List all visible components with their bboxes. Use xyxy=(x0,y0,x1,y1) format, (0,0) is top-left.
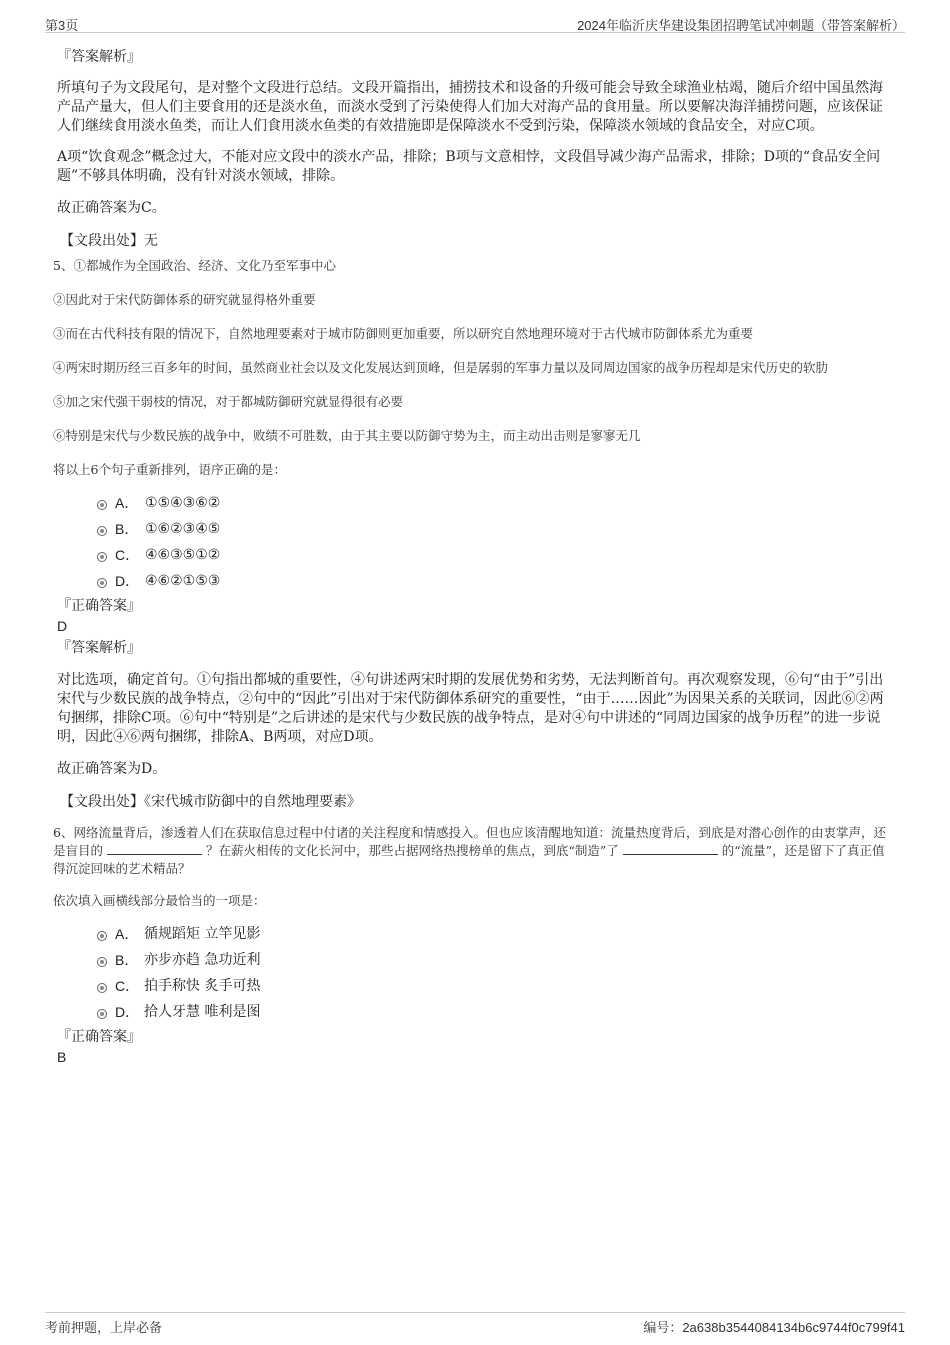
question-prompt: 依次填入画横线部分最恰当的一项是： xyxy=(53,893,266,908)
radio-icon[interactable] xyxy=(97,931,107,941)
radio-icon[interactable] xyxy=(97,1009,107,1019)
page-number: 第3页 xyxy=(45,18,79,33)
passage-source: 【文段出处】无 xyxy=(60,233,158,249)
radio-icon[interactable] xyxy=(97,552,107,562)
option-label: A． xyxy=(115,495,139,511)
correct-answer-heading: 『正确答案』 xyxy=(57,1029,141,1045)
option-label: C． xyxy=(115,978,140,994)
correct-answer: B xyxy=(57,1049,67,1065)
option-label: A． xyxy=(115,926,139,942)
code-value: 2a638b3544084134b6c9744f0c799f41 xyxy=(682,1320,905,1335)
correct-answer-heading: 『正确答案』 xyxy=(57,598,141,614)
option-text: 拍手称快 炙手可热 xyxy=(144,978,261,994)
option-b[interactable] xyxy=(97,950,895,976)
option-label: D． xyxy=(115,1004,140,1020)
question-6 xyxy=(53,824,895,1065)
radio-icon[interactable] xyxy=(97,526,107,536)
option-label: D． xyxy=(115,573,140,589)
option-text: ④⑥②①⑤③ xyxy=(145,573,221,589)
fill-blank xyxy=(107,842,202,855)
radio-icon[interactable] xyxy=(97,983,107,993)
question-stem xyxy=(53,824,895,878)
answer-conclusion: 故正确答案为C。 xyxy=(57,200,166,216)
option-text: ①⑥②③④⑤ xyxy=(145,521,221,537)
analysis-paragraph: A项“饮食观念”概念过大，不能对应文段中的淡水产品，排除；B项与文意相悖，文段倡导减少海产品需求，排除；D项的“食品安全问题”不够具体明确，没有针对淡水领域，排除。 xyxy=(57,149,881,184)
option-d[interactable] xyxy=(97,1002,895,1028)
option-text: 拾人牙慧 唯利是图 xyxy=(144,1004,261,1020)
question-5 xyxy=(53,257,895,812)
footer-slogan: 考前押题，上岸必备 xyxy=(45,1320,163,1335)
option-text: 亦步亦趋 急功近利 xyxy=(144,952,261,968)
answer-conclusion: 故正确答案为D。 xyxy=(57,761,167,777)
option-c[interactable] xyxy=(97,976,895,1002)
question-stem-line: ③而在古代科技有限的情况下，自然地理要素对于城市防御则更加重要，所以研究自然地理环境对于古代城市防御体系尤为重要 xyxy=(53,326,754,341)
option-b[interactable] xyxy=(97,519,895,545)
option-a[interactable] xyxy=(97,924,895,950)
option-d[interactable] xyxy=(97,571,895,597)
option-c[interactable] xyxy=(97,545,895,571)
question-stem-line: ⑤加之宋代强干弱枝的情况，对于都城防御研究就显得很有必要 xyxy=(53,394,404,409)
page-header xyxy=(45,12,905,33)
question-stem-line: ④两宋时期历经三百多年的时间，虽然商业社会以及文化发展达到顶峰，但是孱弱的军事力量以及同周边国家的战争历程却是宋代历史的软肋 xyxy=(53,360,829,375)
option-a[interactable] xyxy=(97,493,895,519)
option-list xyxy=(57,924,895,1028)
fill-blank xyxy=(623,842,718,855)
analysis-paragraph: 对比选项，确定首句。①句指出都城的重要性，④句讲述两宋时期的发展优势和劣势，无法判断首句。再次观察发现，⑥句“由于”引出宋代与少数民族的战争特点，②句中的“因此”引出对于宋代防御体系研究的重要性，“由于……因此”为因果关系的关联词，因此⑥②两句捆绑，排除C项。⑥句中“特别是”之后讲述的是宋代与少数民族的战争特点，是对④句中讲述的“同周边国家的战争历程”的进一步说明，因此④⑥两句捆绑，排除A、B两项，对应D项。 xyxy=(57,672,884,745)
page-footer xyxy=(45,1312,905,1337)
option-list xyxy=(57,493,895,597)
option-text: 循规蹈矩 立竿见影 xyxy=(144,926,261,942)
radio-icon[interactable] xyxy=(97,578,107,588)
analysis-heading: 『答案解析』 xyxy=(57,640,141,656)
option-label: B． xyxy=(115,952,139,968)
question-prompt: 将以上6个句子重新排列，语序正确的是： xyxy=(53,462,286,477)
document-code xyxy=(643,1317,905,1336)
question-stem-line: 5、①都城作为全国政治、经济、文化乃至军事中心 xyxy=(53,258,336,273)
radio-icon[interactable] xyxy=(97,957,107,967)
option-label: B． xyxy=(115,521,139,537)
option-text: ①⑤④③⑥② xyxy=(145,495,221,511)
option-label: C． xyxy=(115,547,140,563)
question-stem-line: ⑥特别是宋代与少数民族的战争中，败绩不可胜数，由于其主要以防御守势为主，而主动出击则是寥寥无几 xyxy=(53,428,641,443)
correct-answer: D xyxy=(57,618,68,634)
analysis-paragraph: 所填句子为文段尾句，是对整个文段进行总结。文段开篇指出，捕捞技术和设备的升级可能会导致全球渔业枯竭，随后介绍中国虽然海产品产量大，但人们主要食用的还是淡水鱼，而淡水受到了污染使得人们加大对海产品的食用量。所以要解决海洋捕捞问题，应该保证人们继续食用淡水鱼类，而让人们食用淡水鱼类的有效措施即是保障淡水不受到污染，保障淡水领域的食品安全，对应C项。 xyxy=(57,80,883,134)
radio-icon[interactable] xyxy=(97,500,107,510)
analysis-heading: 『答案解析』 xyxy=(57,49,141,65)
code-label: 编号： xyxy=(643,1320,683,1335)
question-stem-text: ？在薪火相传的文化长河中，那些占据网络热搜榜单的焦点，到底“制造”了 xyxy=(205,843,619,858)
question-stem-line: ②因此对于宋代防御体系的研究就显得格外重要 xyxy=(53,292,316,307)
option-text: ④⑥③⑤①② xyxy=(145,547,221,563)
question-stem-text: 的“流量”，还是留下了真正值得沉淀回味的艺术精品？ xyxy=(53,843,885,876)
page-content xyxy=(53,48,895,1065)
document-title: 2024年临沂庆华建设集团招聘笔试冲刺题（带答案解析） xyxy=(577,18,905,33)
question-stem-text: 6、网络流量背后，渗透着人们在获取信息过程中付诸的关注程度和情感投入。但也应该清醒地知道：流量热度背后，到底是对潜心创作的由衷掌声，还是盲目的 xyxy=(53,825,886,858)
passage-source: 【文段出处】《宋代城市防御中的自然地理要素》 xyxy=(60,794,361,810)
